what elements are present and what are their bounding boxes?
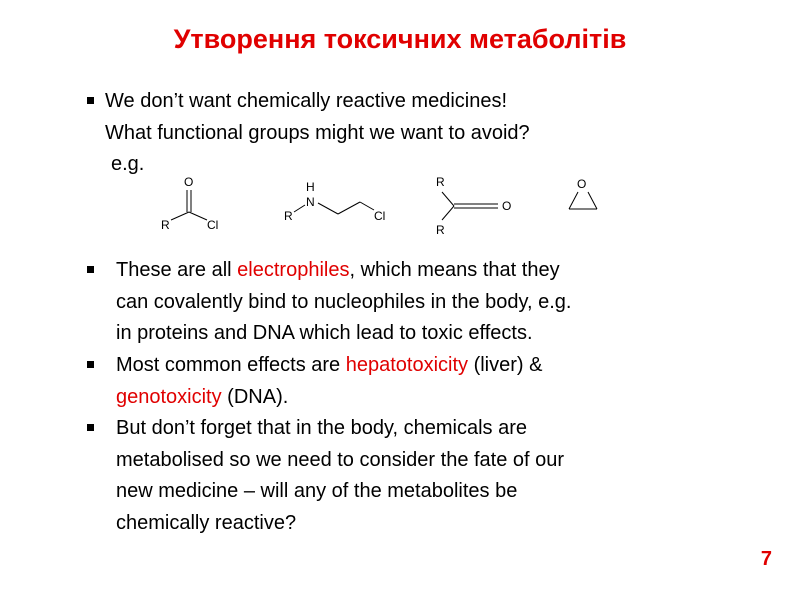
mustard-r-label: R [284, 209, 293, 223]
bullet-3-line-2: metabolised so we need to consider the fate of our [116, 448, 565, 471]
bullet-3-line-3: new medicine – will any of the metabolites be [116, 480, 518, 502]
bullet-1-text-b: , which means that they [349, 259, 560, 281]
epoxide-structure [564, 174, 614, 221]
hepatotoxicity-term: hepatotoxicity [345, 354, 469, 376]
bullet-1-text-a: These are all [116, 259, 238, 281]
bullet-3-line-4: chemically reactive? [116, 511, 297, 534]
mustard-n-label: N [306, 195, 315, 209]
epoxide-o-label: O [577, 177, 587, 191]
nitrogen-mustard-structure [280, 174, 400, 235]
bullet-1-line-3: in proteins and DNA which lead to toxic effects. [116, 322, 533, 344]
bullet-1-line-2: can covalently bind to nucleophiles in the body, e.g. [116, 290, 572, 313]
intro-eg: e.g. [111, 153, 145, 175]
page-number: 7 [760, 548, 772, 570]
bullet-marker [87, 361, 94, 368]
bullet-2-text-a: Most common effects are [116, 354, 346, 376]
bullet-2-line-1 [116, 350, 542, 382]
acyl-chloride-structure [155, 172, 235, 239]
slide-title: Утворення токсичних метаболітів [173, 24, 627, 54]
bullet-2-line-2 [116, 382, 542, 414]
acyl-r-label: R [161, 218, 170, 232]
ketene-structure [430, 172, 530, 243]
ketene-r-bottom-label: R [436, 223, 445, 237]
intro-line-2: What functional groups might we want to avoid? [105, 121, 530, 144]
bullet-2-text-b: (liver) & [468, 354, 543, 376]
bullet-marker [87, 424, 94, 431]
bullet-2-text-c: (DNA). [221, 385, 289, 408]
ketene-r-top-label: R [436, 175, 445, 189]
ketene-o-label: O [502, 199, 512, 213]
mustard-h-label: H [306, 180, 315, 194]
bullet-marker [87, 97, 94, 104]
effects-bullet [116, 350, 542, 413]
intro-line-1: We don’t want chemically reactive medicines! [105, 90, 508, 112]
metabolism-bullet [116, 413, 564, 539]
bullet-marker [87, 266, 94, 273]
bullet-1-line-1 [116, 255, 572, 287]
electrophiles-term: electrophiles [237, 259, 350, 281]
mustard-cl-label: Cl [374, 209, 386, 223]
bullet-3-line-1: But don’t forget that in the body, chemicals are [116, 417, 527, 439]
electrophiles-bullet [116, 255, 572, 350]
acyl-cl-label: Cl [207, 218, 219, 232]
acyl-o-label: O [184, 175, 194, 189]
intro-text [105, 86, 530, 181]
genotoxicity-term: genotoxicity [116, 385, 222, 408]
